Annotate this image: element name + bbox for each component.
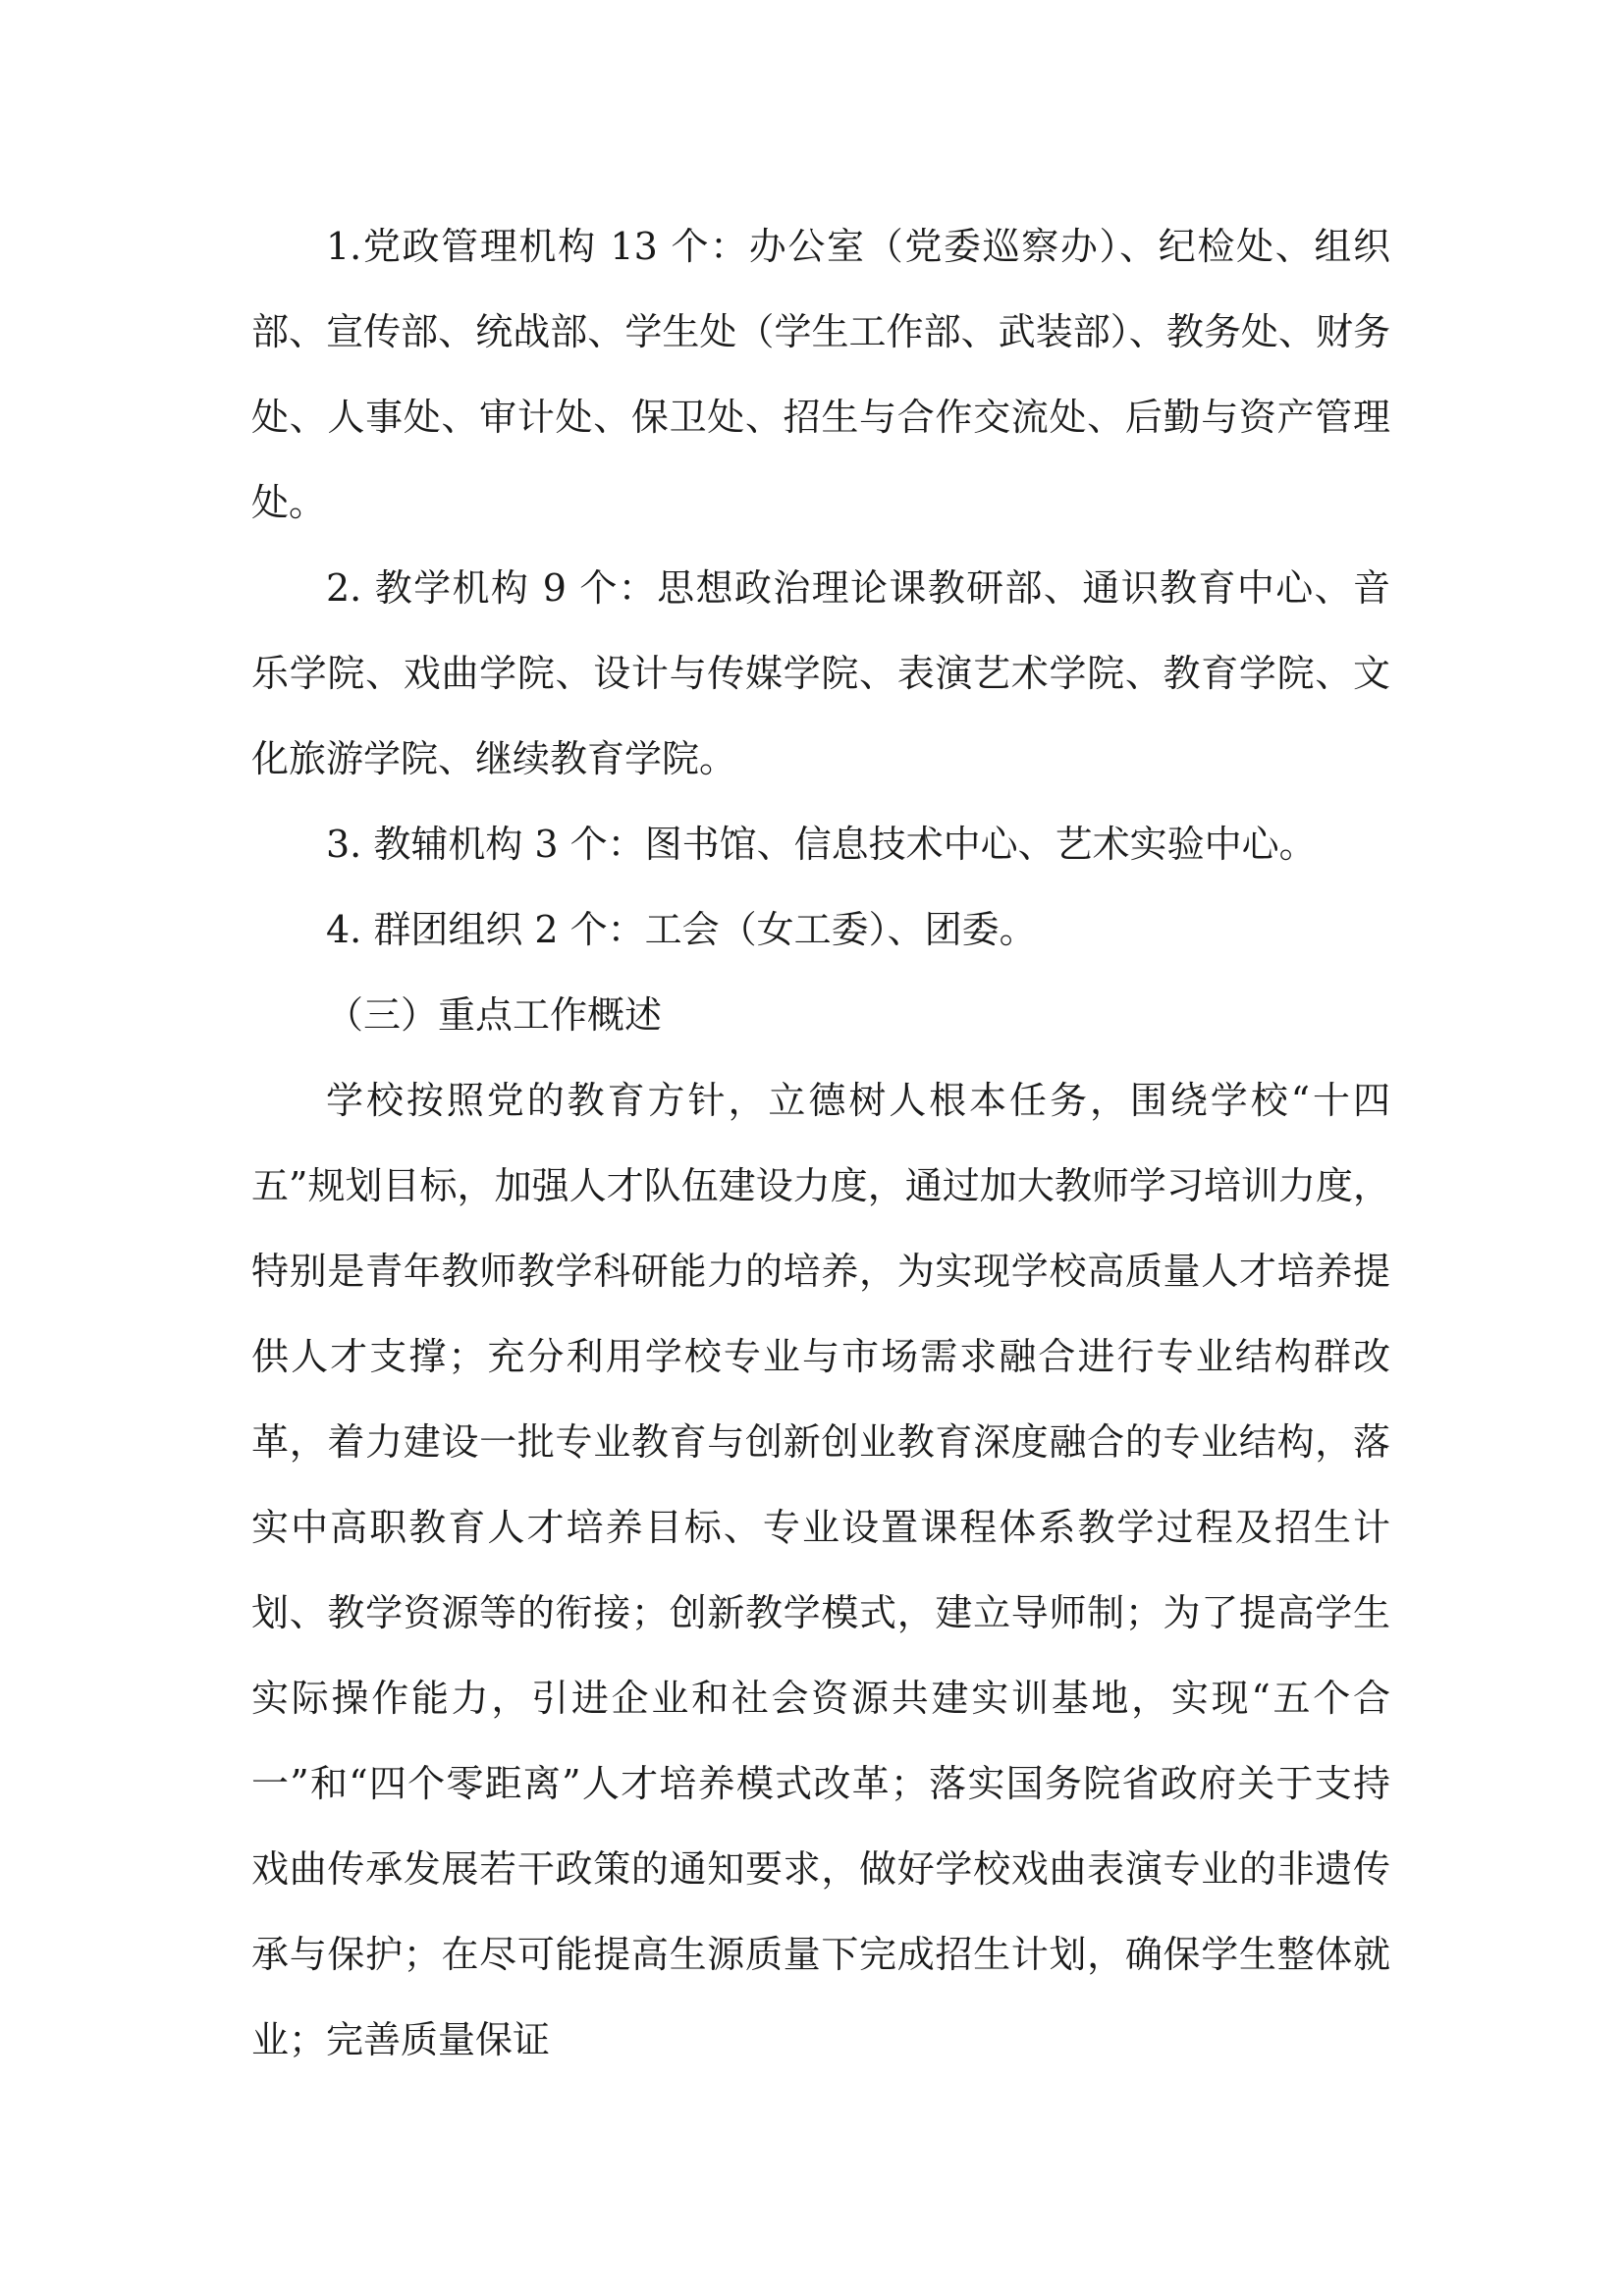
- document-body: [251, 204, 1390, 2083]
- paragraph-teaching-support-units: 3. 教辅机构 3 个：图书馆、信息技术中心、艺术实验中心。: [326, 823, 1317, 866]
- paragraph-party-admin-units: 1.党政管理机构 13 个：办公室（党委巡察办）、纪检处、组织部、宣传部、统战部、学生处（学生工作部、武装部）、教务处、财务处、人事处、审计处、保卫处、招生与合作交流处、后勤与资产管理处。: [251, 225, 1390, 524]
- paragraph-key-work-overview: 学校按照党的教育方针，立德树人根本任务，围绕学校“十四五”规划目标，加强人才队伍建设力度，通过加大教师学习培训力度，特别是青年教师教学科研能力的培养，为实现学校高质量人才培养提供人才支撑；充分利用学校专业与市场需求融合进行专业结构群改革，着力建设一批专业教育与创新创业教育深度融合的专业结构，落实中高职教育人才培养目标、专业设置课程体系教学过程及招生计划、教学资源等的衔接；创新教学模式，建立导师制；为了提高学生实际操作能力，引进企业和社会资源共建实训基地，实现“五个合一”和“四个零距离”人才培养模式改革；落实国务院省政府关于支持戏曲传承发展若干政策的通知要求，做好学校戏曲表演专业的非遗传承与保护；在尽可能提高生源质量下完成招生计划，确保学生整体就业；完善质量保证: [251, 1079, 1390, 2061]
- paragraph-mass-organizations: 4. 群团组织 2 个：工会（女工委）、团委。: [326, 908, 1037, 951]
- section-heading: （三）重点工作概述: [326, 993, 663, 1037]
- paragraph-teaching-units: 2. 教学机构 9 个：思想政治理论课教研部、通识教育中心、音乐学院、戏曲学院、设计与传媒学院、表演艺术学院、教育学院、文化旅游学院、继续教育学院。: [251, 566, 1390, 780]
